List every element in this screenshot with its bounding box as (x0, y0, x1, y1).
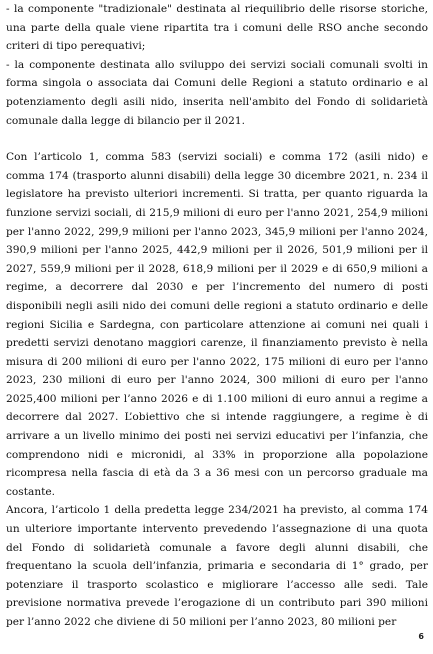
bullet-paragraph-social-services-component: - la componente destinata allo sviluppo dei servizi sociali comunali svolti in forma singola o associata dai Comuni delle Regioni a statuto ordinario e al potenziamento degli asili nido, inserita nell'ambito del Fondo di solidarietà comunale dalla legge di bilancio per il 2021. (6, 58, 428, 127)
page-number: 6 (418, 632, 424, 641)
bullet-paragraph-traditional-component: - la componente "tradizionale" destinata al riequilibrio delle risorse storiche, una parte della quale viene ripartita tra i comuni delle RSO anche secondo criteri di tipo perequativi; (6, 3, 428, 53)
body-paragraph-disabled-students: Ancora, l’articolo 1 della predetta legge 234/2021 ha previsto, al comma 174 un ulteriore importante intervento prevedendo l’assegnazione di una quota del Fondo di solidarietà comunale a favore degli alunni disabili, che frequentano la scuola dell’infanzia, primaria e secondaria di 1° grado, per potenziare il trasporto scolastico e migliorare l’accesso alle sedi. Tale previsione normativa prevede l’erogazione di un contributo pari 390 milioni per l’anno 2022 che diviene di 50 milioni per l’anno 2023, 80 milioni per (6, 504, 428, 628)
body-paragraph-increments: Con l’articolo 1, comma 583 (servizi sociali) e comma 172 (asili nido) e comma 174 (trasporto alunni disabili) della legge 30 dicembre 2021, n. 234 il legislatore ha previsto ulteriori incrementi. Si tratta, per quanto riguarda la funzione servizi sociali, di 215,9 milioni di euro per l'anno 2021, 254,9 milioni per l'anno 2022, 299,9 milioni per l'anno 2023, 345,9 milioni per l'anno 2024, 390,9 milioni per l'anno 2025, 442,9 milioni per il 2026, 501,9 milioni per il 2027, 559,9 milioni per il 2028, 618,9 milioni per il 2029 e di 650,9 milioni a regime, a decorrere dal 2030 e per l’incremento del numero di posti disponibili negli asili nido dei comuni delle regioni a statuto ordinario e delle regioni Sicilia e Sardegna, con particolare attenzione ai comuni nei quali i predetti servizi denotano maggiori carenze, il finanziamento previsto è nella misura di 200 milioni di euro per l'anno 2022, 175 milioni di euro per l'anno 2023, 230 milioni di euro per l'anno 2024, 300 milioni di euro per l'anno 2025,400 milioni per l’anno 2026 e di 1.100 milioni di euro annui a regime a decorrere dal 2027. L’obiettivo che si intende raggiungere, a regime è di arrivare a un livello minimo dei posti nei servizi educativi per l’infanzia, che comprendono nidi e micronidi, al 33% in proporzione alla popolazione ricompresa nella fascia di età da 3 a 36 mesi con un percorso graduale ma costante. (6, 151, 428, 498)
document-page (6, 0, 428, 654)
